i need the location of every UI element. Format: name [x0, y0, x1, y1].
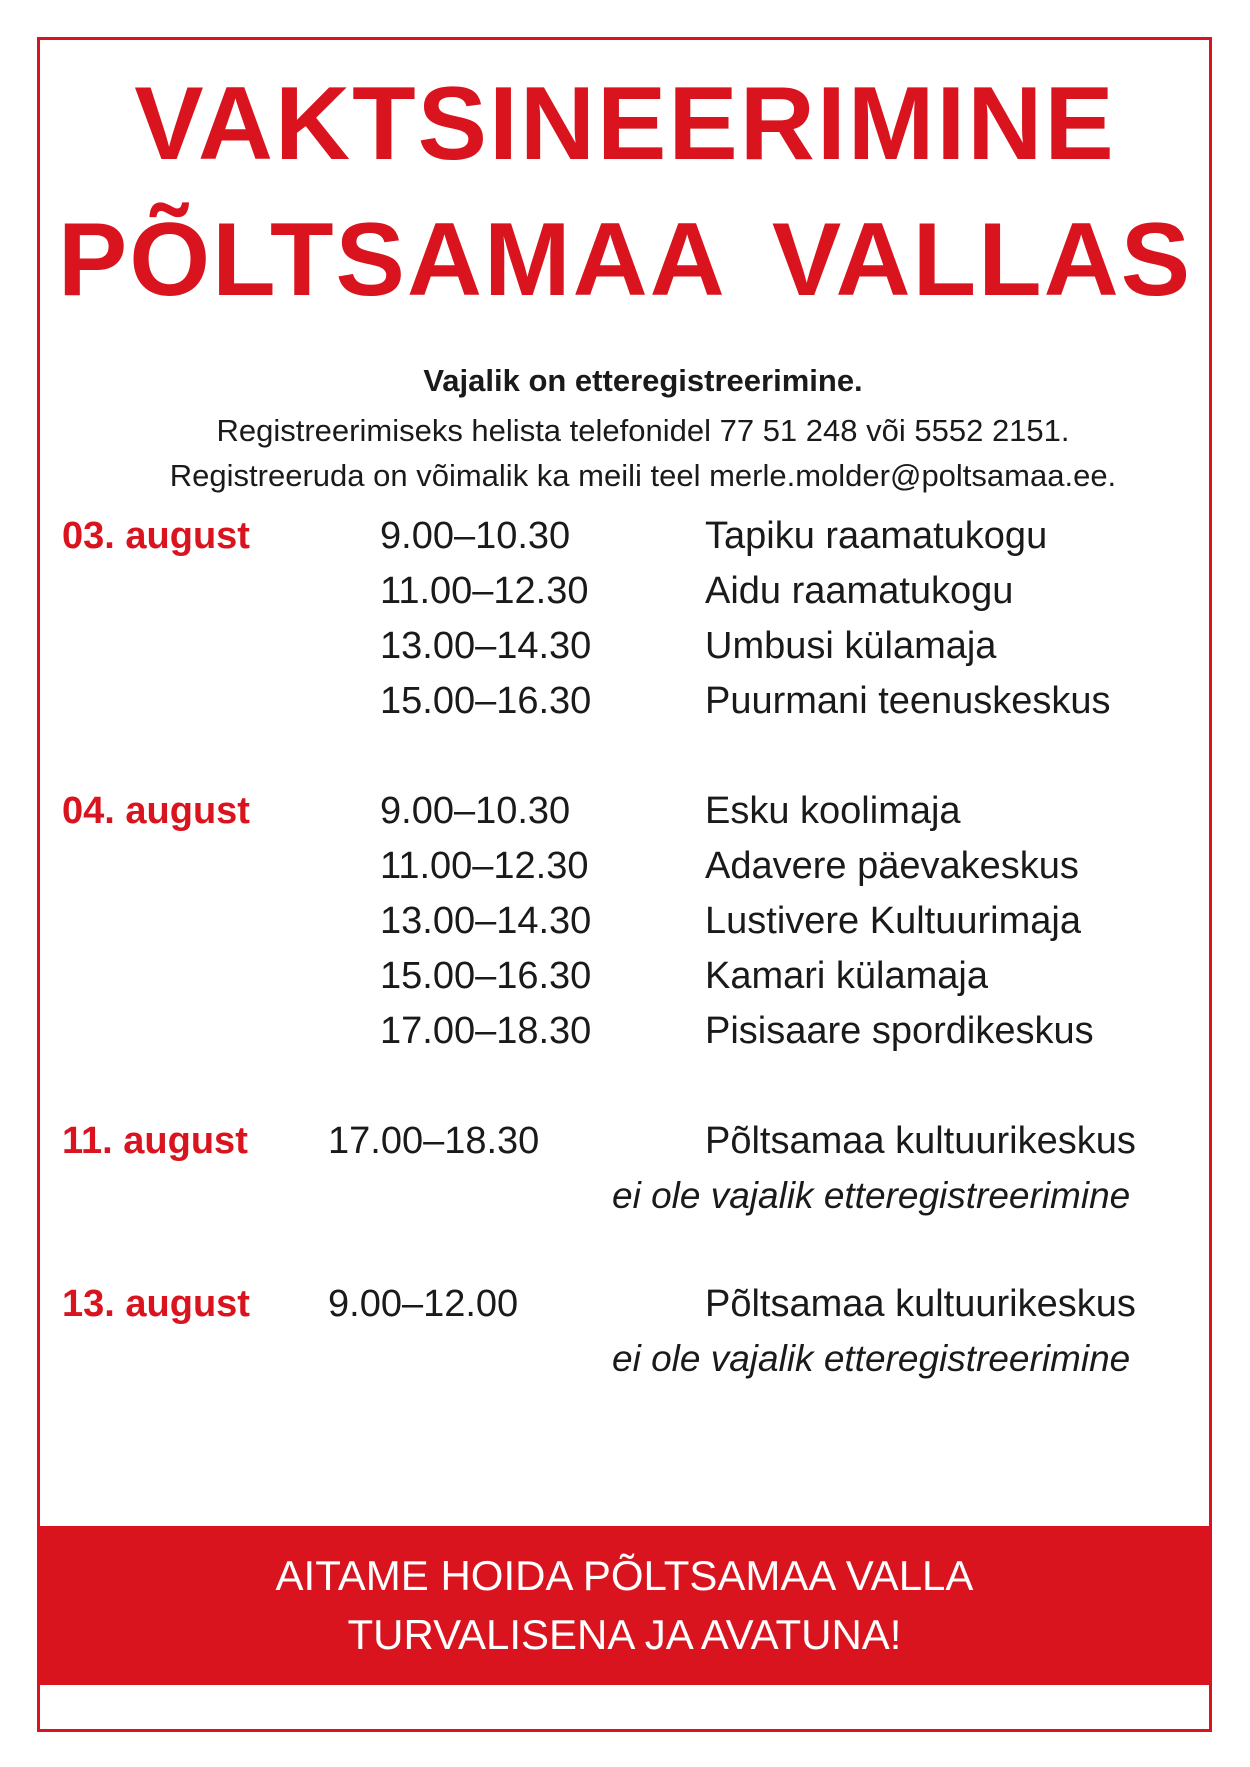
schedule-date-aug-03: 03. august: [62, 515, 250, 557]
schedule-time: 9.00–10.30: [380, 790, 571, 832]
schedule-time: 15.00–16.30: [380, 955, 592, 997]
schedule-time: 9.00–10.30: [380, 515, 571, 557]
registration-email-text: Registreeruda on võimalik ka meili teel merle.molder@poltsamaa.ee.: [169, 458, 1117, 493]
no-registration-note: ei ole vajalik etteregistreerimine: [612, 1338, 1131, 1379]
schedule-place: Puurmani teenuskeskus: [705, 680, 1111, 722]
schedule-place: Tapiku raamatukogu: [705, 515, 1048, 557]
schedule-time: 11.00–12.30: [380, 845, 589, 887]
schedule-place: Kamari külamaja: [705, 955, 988, 997]
schedule-place: Põltsamaa kultuurikeskus: [705, 1120, 1136, 1162]
poster-title-line1: VAKTSINEERIMINE: [134, 66, 1116, 182]
registration-phone-text: Registreerimiseks helista telefonidel 77 51 248 või 5552 2151.: [216, 413, 1070, 448]
schedule-place: Umbusi külamaja: [705, 625, 997, 667]
schedule-time: 17.00–18.30: [328, 1120, 540, 1162]
slogan-line1: AITAME HOIDA PÕLTSAMAA VALLA: [275, 1552, 974, 1599]
schedule-time: 13.00–14.30: [380, 900, 592, 942]
slogan-line2: TURVALISENA JA AVATUNA!: [347, 1611, 902, 1658]
registration-required-text: Vajalik on etteregistreerimine.: [423, 363, 863, 398]
schedule-place: Aidu raamatukogu: [705, 570, 1014, 612]
schedule-place: Põltsamaa kultuurikeskus: [705, 1283, 1136, 1325]
no-registration-note: ei ole vajalik etteregistreerimine: [612, 1175, 1131, 1216]
schedule-place: Adavere päevakeskus: [705, 845, 1079, 887]
schedule-place: Lustivere Kultuurimaja: [705, 900, 1081, 942]
poster-title-line2: PÕLTSAMAA VALLAS: [57, 202, 1193, 318]
schedule-time: 11.00–12.30: [380, 570, 589, 612]
schedule-time: 17.00–18.30: [380, 1010, 592, 1052]
schedule-place: Esku koolimaja: [705, 790, 961, 832]
slogan-banner: [37, 1526, 1212, 1685]
schedule-time: 13.00–14.30: [380, 625, 592, 667]
schedule-date-aug-13: 13. august: [62, 1283, 250, 1325]
schedule-date-aug-11: 11. august: [62, 1120, 248, 1162]
schedule-time: 15.00–16.30: [380, 680, 592, 722]
schedule-time: 9.00–12.00: [328, 1283, 519, 1325]
schedule-date-aug-04: 04. august: [62, 790, 250, 832]
schedule-place: Pisisaare spordikeskus: [705, 1010, 1094, 1052]
